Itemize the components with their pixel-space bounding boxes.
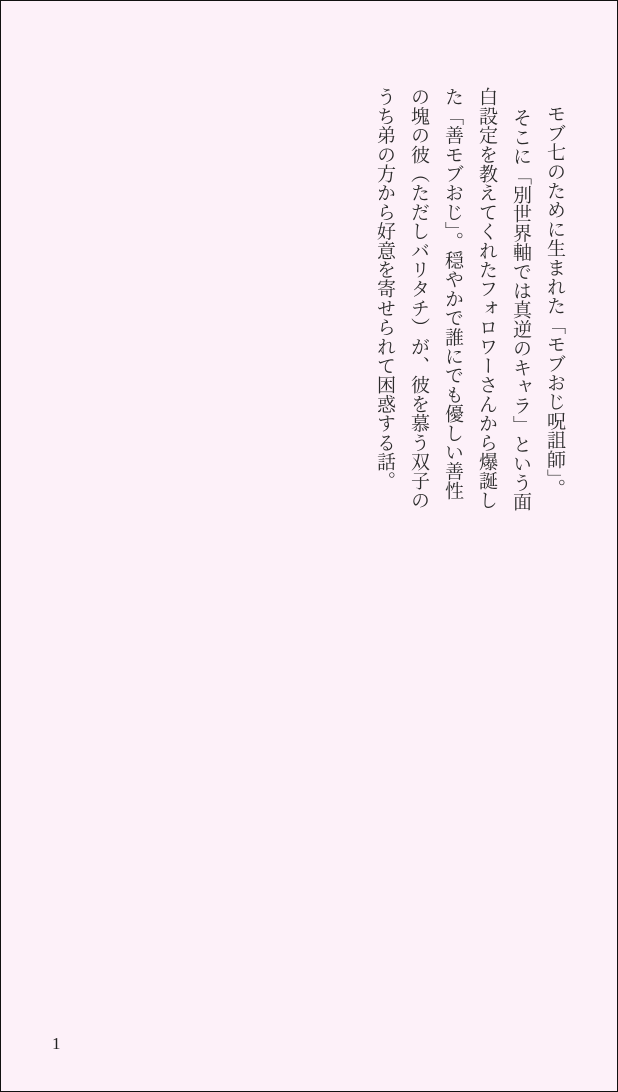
synopsis-line-2: そこに「別世界軸では真逆のキャラ」という面 <box>510 108 531 512</box>
page-number: 1 <box>52 1034 61 1053</box>
synopsis-line-1: モブ七のために生まれた「モブおじ呪詛師」。 <box>544 104 565 498</box>
synopsis-line-6: うち弟の方から好意を寄せられて困惑する話。 <box>374 87 395 491</box>
synopsis-line-4: た「善モブおじ」。穏やかで誰にでも優しい善性 <box>442 87 463 500</box>
synopsis-line-5: の塊の彼（ただしバリタチ）が、彼を慕う双子の <box>408 87 429 510</box>
synopsis-text-block <box>367 87 571 511</box>
synopsis-line-3: 白設定を教えてくれたフォロワーさんから爆誕し <box>476 87 497 510</box>
